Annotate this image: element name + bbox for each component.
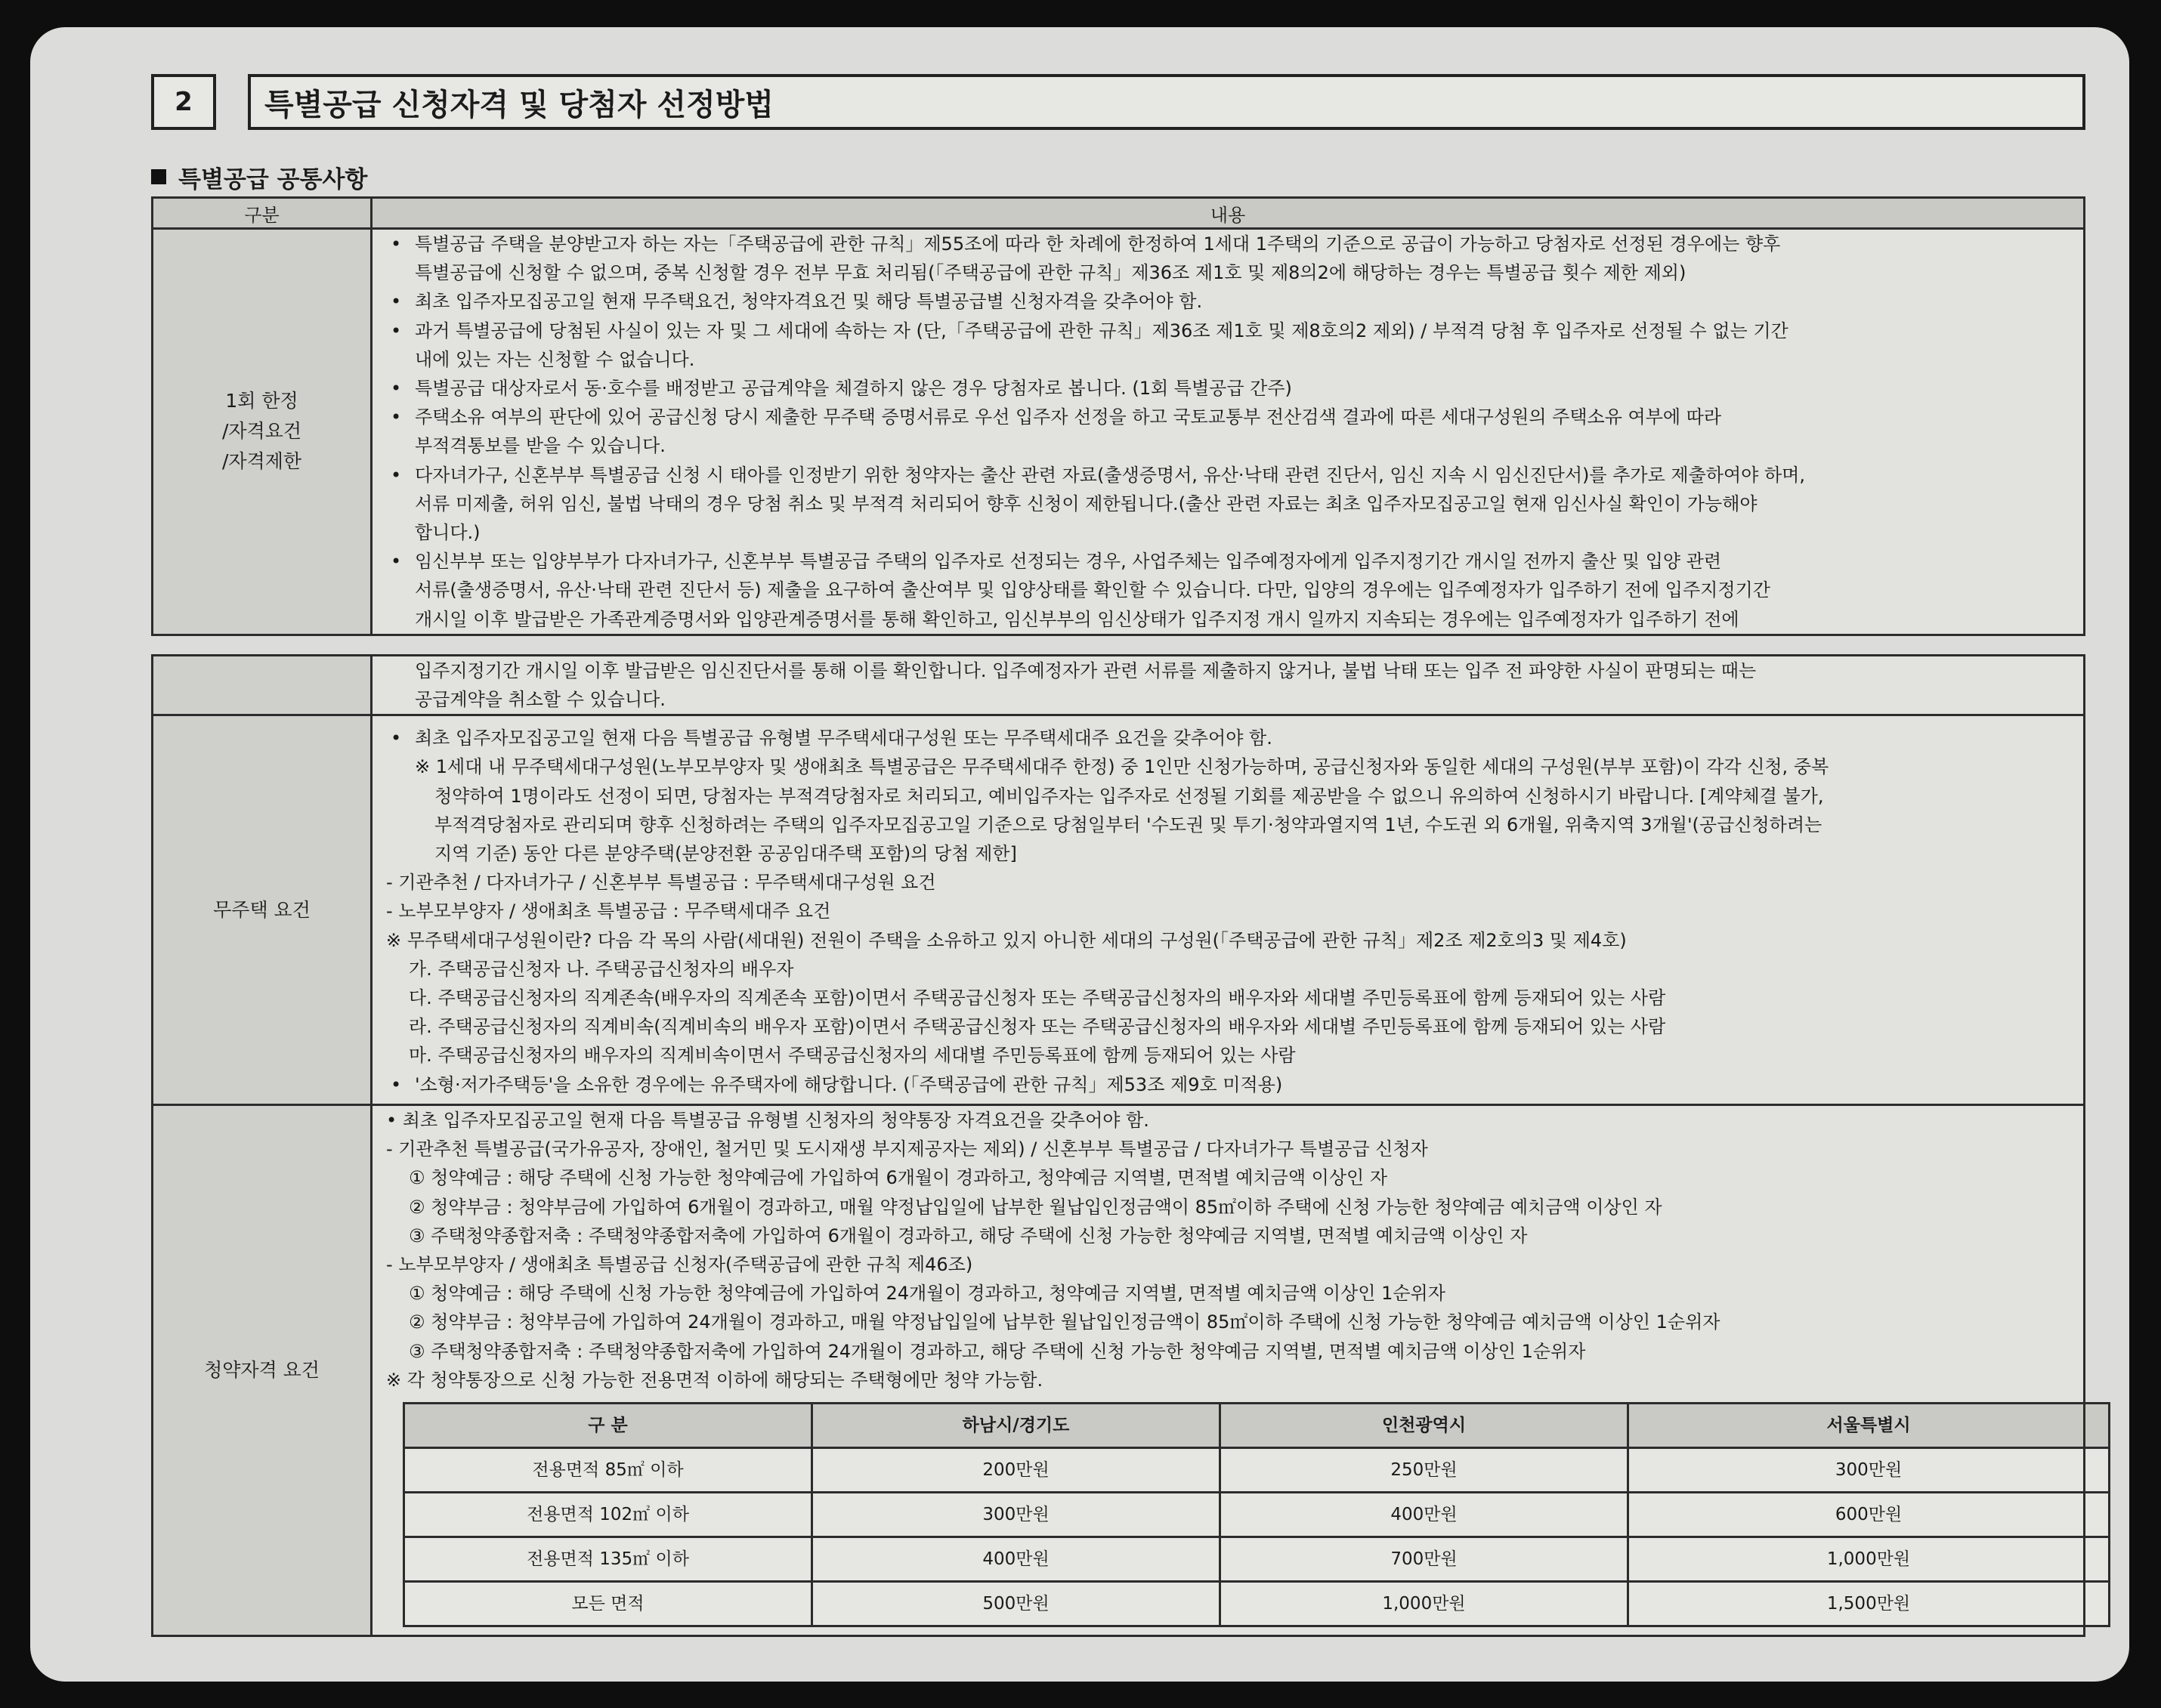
row-content-account <box>372 1104 2085 1635</box>
row-category-no-house: 무주택 요건 <box>153 715 372 1105</box>
header-content: 내용 <box>372 198 2085 229</box>
text-line: 합니다.) <box>415 522 481 544</box>
section-header <box>151 74 2085 130</box>
list-line: 다. 주택공급신청자의 직계존속(배우자의 직계존속 포함)이면서 주택공급신청자 또는 주택공급신청자의 배우자와 세대별 주민등록표에 함께 등재되어 있는 사람 <box>409 987 1666 1009</box>
note-line: ※ 무주택세대구성원이란? 다음 각 목의 사람(세대원) 전원이 주택을 소유하고 있지 아니한 세대의 구성원(「주택공급에 관한 규칙」제2조 제2호의3 및 제4호) <box>386 929 1627 951</box>
table-header-row <box>153 198 2085 229</box>
dash-line: - 기관추천 특별공급(국가유공자, 장애인, 철거민 및 도시재생 부지제공자는 제외) / 신혼부부 특별공급 / 다자녀가구 특별공급 신청자 <box>386 1138 1428 1160</box>
text-line: 공급계약을 취소할 수 있습니다. <box>415 689 666 711</box>
deposit-cell: 300만원 <box>812 1492 1220 1537</box>
numbered-line: ② 청약부금 : 청약부금에 가입하여 6개월이 경과하고, 매월 약정납입일에 납부한 월납입인정금액이 85㎡이하 주택에 신청 가능한 청약예금 예치금액 이상인 자 <box>409 1196 1662 1218</box>
bullet-line: • 최초 입주자모집공고일 현재 다음 특별공급 유형별 신청자의 청약통장 자격요건을 갖추어야 함. <box>386 1109 1149 1131</box>
list-line: 마. 주택공급신청자의 배우자의 직계비속이면서 주택공급신청자의 세대별 주민등록표에 함께 등재되어 있는 사람 <box>409 1045 1296 1067</box>
deposit-cell: 모든 면적 <box>404 1581 812 1626</box>
deposit-header-row <box>404 1403 2110 1447</box>
deposit-header-cell: 구 분 <box>404 1403 812 1447</box>
note-line: 지역 기준) 동안 다른 분양주택(분양전환 공공임대주택 포함)의 당첨 제한] <box>434 843 1017 865</box>
note-line: ※ 각 청약통장으로 신청 가능한 전용면적 이하에 해당되는 주택형에만 청약 가능함. <box>386 1369 1043 1391</box>
document-page <box>151 74 2085 1637</box>
subheading <box>151 162 2085 192</box>
row-category-empty <box>153 655 372 715</box>
deposit-header-cell: 하남시/경기도 <box>812 1403 1220 1447</box>
deposit-cell: 전용면적 102㎡ 이하 <box>404 1492 812 1537</box>
note-line: ※ 1세대 내 무주택세대구성원(노부모부양자 및 생애최초 특별공급은 무주택세대주 한정) 중 1인만 신청가능하며, 공급신청자와 동일한 세대의 구성원(부부 포함)이 각각 신청, 중복 <box>415 756 1829 778</box>
bullet-line: • 특별공급 대상자로서 동·호수를 배정받고 공급계약을 체결하지 않은 경우 당첨자로 봅니다. (1회 특별공급 간주) <box>386 374 2073 403</box>
bullet-line: • 최초 입주자모집공고일 현재 다음 특별공급 유형별 무주택세대구성원 또는 무주택세대주 요건을 갖추어야 함. <box>386 724 2073 752</box>
row-category-limit <box>153 229 372 635</box>
bullet-line: • 최초 입주자모집공고일 현재 무주택요건, 청약자격요건 및 해당 특별공급별 신청자격을 갖추어야 함. <box>386 287 2073 316</box>
row-content-limit <box>372 229 2085 635</box>
row-content-no-house <box>372 715 2085 1105</box>
bullet-line: • 다자녀가구, 신혼부부 특별공급 신청 시 태아를 인정받기 위한 청약자는 출산 관련 자료(출생증명서, 유산·낙태 관련 진단서, 임신 지속 시 임신진단서)를 추가로 제출하여야 하며, <box>386 461 2073 490</box>
table-row <box>153 655 2085 715</box>
note-line: 부적격당첨자로 관리되며 향후 신청하려는 주택의 입주자모집공고일 기준으로 당첨일부터 '수도권 및 투기·청약과열지역 1년, 수도권 외 6개월, 위축지역 3개월'(공급신청하려는 <box>434 814 1822 835</box>
row-content-continued <box>372 655 2085 715</box>
deposit-cell: 600만원 <box>1628 1492 2110 1537</box>
projector-screen <box>30 27 2129 1682</box>
header-category: 구분 <box>153 198 372 229</box>
text-line: 입주지정기간 개시일 이후 발급받은 임신진단서를 통해 이를 확인합니다. 입주예정자가 관련 서류를 제출하지 않거나, 불법 낙태 또는 입주 전 파양한 사실이 판명되는 때는 <box>415 659 1757 681</box>
category-line: /자격요건 <box>221 420 302 443</box>
numbered-line: ① 청약예금 : 해당 주택에 신청 가능한 청약예금에 가입하여 6개월이 경과하고, 청약예금 지역별, 면적별 예치금액 이상인 자 <box>409 1167 1388 1189</box>
bullet-line: • 주택소유 여부의 판단에 있어 공급신청 당시 제출한 무주택 증명서류로 우선 입주자 선정을 하고 국토교통부 전산검색 결과에 따른 세대구성원의 주택소유 여부에 따라 <box>386 403 2073 431</box>
dash-line: - 기관추천 / 다자녀가구 / 신혼부부 특별공급 : 무주택세대구성원 요건 <box>386 872 936 894</box>
list-line: 라. 주택공급신청자의 직계비속(직계비속의 배우자 포함)이면서 주택공급신청자 또는 주택공급신청자의 배우자와 세대별 주민등록표에 함께 등재되어 있는 사람 <box>409 1016 1666 1038</box>
deposit-cell: 400만원 <box>812 1537 1220 1581</box>
text-line: 부적격통보를 받을 수 있습니다. <box>415 435 666 457</box>
numbered-line: ③ 주택청약종합저축 : 주택청약종합저축에 가입하여 24개월이 경과하고, 해당 주택에 신청 가능한 청약예금 지역별, 면적별 예치금액 이상인 1순위자 <box>409 1340 1586 1362</box>
deposit-cell: 250만원 <box>1220 1447 1628 1492</box>
bullet-line: • 임신부부 또는 입양부부가 다자녀가구, 신혼부부 특별공급 주택의 입주자로 선정되는 경우, 사업주체는 입주예정자에게 입주지정기간 개시일 전까지 출산 및 입양 관련 <box>386 547 2073 576</box>
bullet-line: • 과거 특별공급에 당첨된 사실이 있는 자 및 그 세대에 속하는 자 (단,「주택공급에 관한 규칙」제36조 제1호 및 제8호의2 제외) / 부적격 당첨 후 입주자로 선정될 수 없는 기간 <box>386 317 2073 345</box>
text-line: 서류(출생증명서, 유산·낙태 관련 진단서 등) 제출을 요구하여 출산여부 및 입양상태를 확인할 수 있습니다. 다만, 입양의 경우에는 입주예정자가 입주하기 전에 입주지정기간 <box>415 579 1770 601</box>
deposit-cell: 전용면적 135㎡ 이하 <box>404 1537 812 1581</box>
row-category-account: 청약자격 요건 <box>153 1104 372 1635</box>
deposit-cell: 1,500만원 <box>1628 1581 2110 1626</box>
note-line: 청약하여 1명이라도 선정이 되면, 당첨자는 부적격당첨자로 처리되고, 예비입주자는 입주자로 선정될 기회를 제공받을 수 없으니 유의하여 신청하시기 바랍니다. [계약체결 불가, <box>434 785 1824 807</box>
bullet-line: • '소형·저가주택등'을 소유한 경우에는 유주택자에 해당합니다. (「주택공급에 관한 규칙」제53조 제9호 미적용) <box>386 1070 2073 1099</box>
deposit-cell: 400만원 <box>1220 1492 1628 1537</box>
deposit-cell: 1,000만원 <box>1628 1537 2110 1581</box>
dash-line: - 노부모부양자 / 생애최초 특별공급 신청자(주택공급에 관한 규칙 제46조) <box>386 1253 973 1275</box>
dash-line: - 노부모부양자 / 생애최초 특별공급 : 무주택세대주 요건 <box>386 900 831 922</box>
deposit-row <box>404 1581 2110 1626</box>
deposit-cell: 1,000만원 <box>1220 1581 1628 1626</box>
deposit-header-cell: 서울특별시 <box>1628 1403 2110 1447</box>
section-title: 특별공급 신청자격 및 당첨자 선정방법 <box>248 74 2085 130</box>
deposit-cell: 500만원 <box>812 1581 1220 1626</box>
deposit-cell: 700만원 <box>1220 1537 1628 1581</box>
deposit-cell: 300만원 <box>1628 1447 2110 1492</box>
square-bullet-icon <box>151 169 166 184</box>
text-line: 특별공급에 신청할 수 없으며, 중복 신청할 경우 전부 무효 처리됨(「주택공급에 관한 규칙」제36조 제1호 및 제8의2에 해당하는 경우는 특별공급 횟수 제한 제외) <box>415 262 1686 284</box>
list-line: 가. 주택공급신청자 나. 주택공급신청자의 배우자 <box>409 958 794 980</box>
numbered-line: ① 청약예금 : 해당 주택에 신청 가능한 청약예금에 가입하여 24개월이 경과하고, 청약예금 지역별, 면적별 예치금액 이상인 1순위자 <box>409 1283 1445 1305</box>
deposit-amount-table <box>403 1402 2110 1627</box>
table-row <box>153 229 2085 635</box>
text-line: 개시일 이후 발급받은 가족관계증명서와 입양관계증명서를 통해 확인하고, 임신부부의 임신상태가 입주지정 개시 일까지 지속되는 경우에는 입주예정자가 입주하기 전에 <box>415 608 1739 630</box>
common-items-table <box>151 196 2085 636</box>
text-line: 서류 미제출, 허위 임신, 불법 낙태의 경우 당첨 취소 및 부적격 처리되어 향후 신청이 제한됩니다.(출산 관련 자료는 최초 입주자모집공고일 현재 임신사실 확인이 가능해야 <box>415 493 1758 514</box>
table-row <box>153 715 2085 1105</box>
numbered-line: ③ 주택청약종합저축 : 주택청약종합저축에 가입하여 6개월이 경과하고, 해당 주택에 신청 가능한 청약예금 지역별, 면적별 예치금액 이상인 자 <box>409 1225 1528 1246</box>
deposit-row <box>404 1447 2110 1492</box>
category-line: 1회 한정 <box>225 390 298 412</box>
table-row <box>153 1104 2085 1635</box>
common-items-table-continued <box>151 654 2085 1637</box>
deposit-row <box>404 1492 2110 1537</box>
deposit-row <box>404 1537 2110 1581</box>
section-number: 2 <box>151 74 216 130</box>
deposit-header-cell: 인천광역시 <box>1220 1403 1628 1447</box>
numbered-line: ② 청약부금 : 청약부금에 가입하여 24개월이 경과하고, 매월 약정납입일에 납부한 월납입인정금액이 85㎡이하 주택에 신청 가능한 청약예금 예치금액 이상인 1순위자 <box>409 1311 1720 1333</box>
deposit-cell: 전용면적 85㎡ 이하 <box>404 1447 812 1492</box>
subheading-text: 특별공급 공통사항 <box>178 165 368 193</box>
deposit-cell: 200만원 <box>812 1447 1220 1492</box>
bullet-line: • 특별공급 주택을 분양받고자 하는 자는「주택공급에 관한 규칙」제55조에 따라 한 차례에 한정하여 1세대 1주택의 기준으로 공급이 가능하고 당첨자로 선정된 경우에는 향후 <box>386 230 2073 258</box>
text-line: 내에 있는 자는 신청할 수 없습니다. <box>415 348 695 370</box>
category-line: /자격제한 <box>221 450 302 473</box>
